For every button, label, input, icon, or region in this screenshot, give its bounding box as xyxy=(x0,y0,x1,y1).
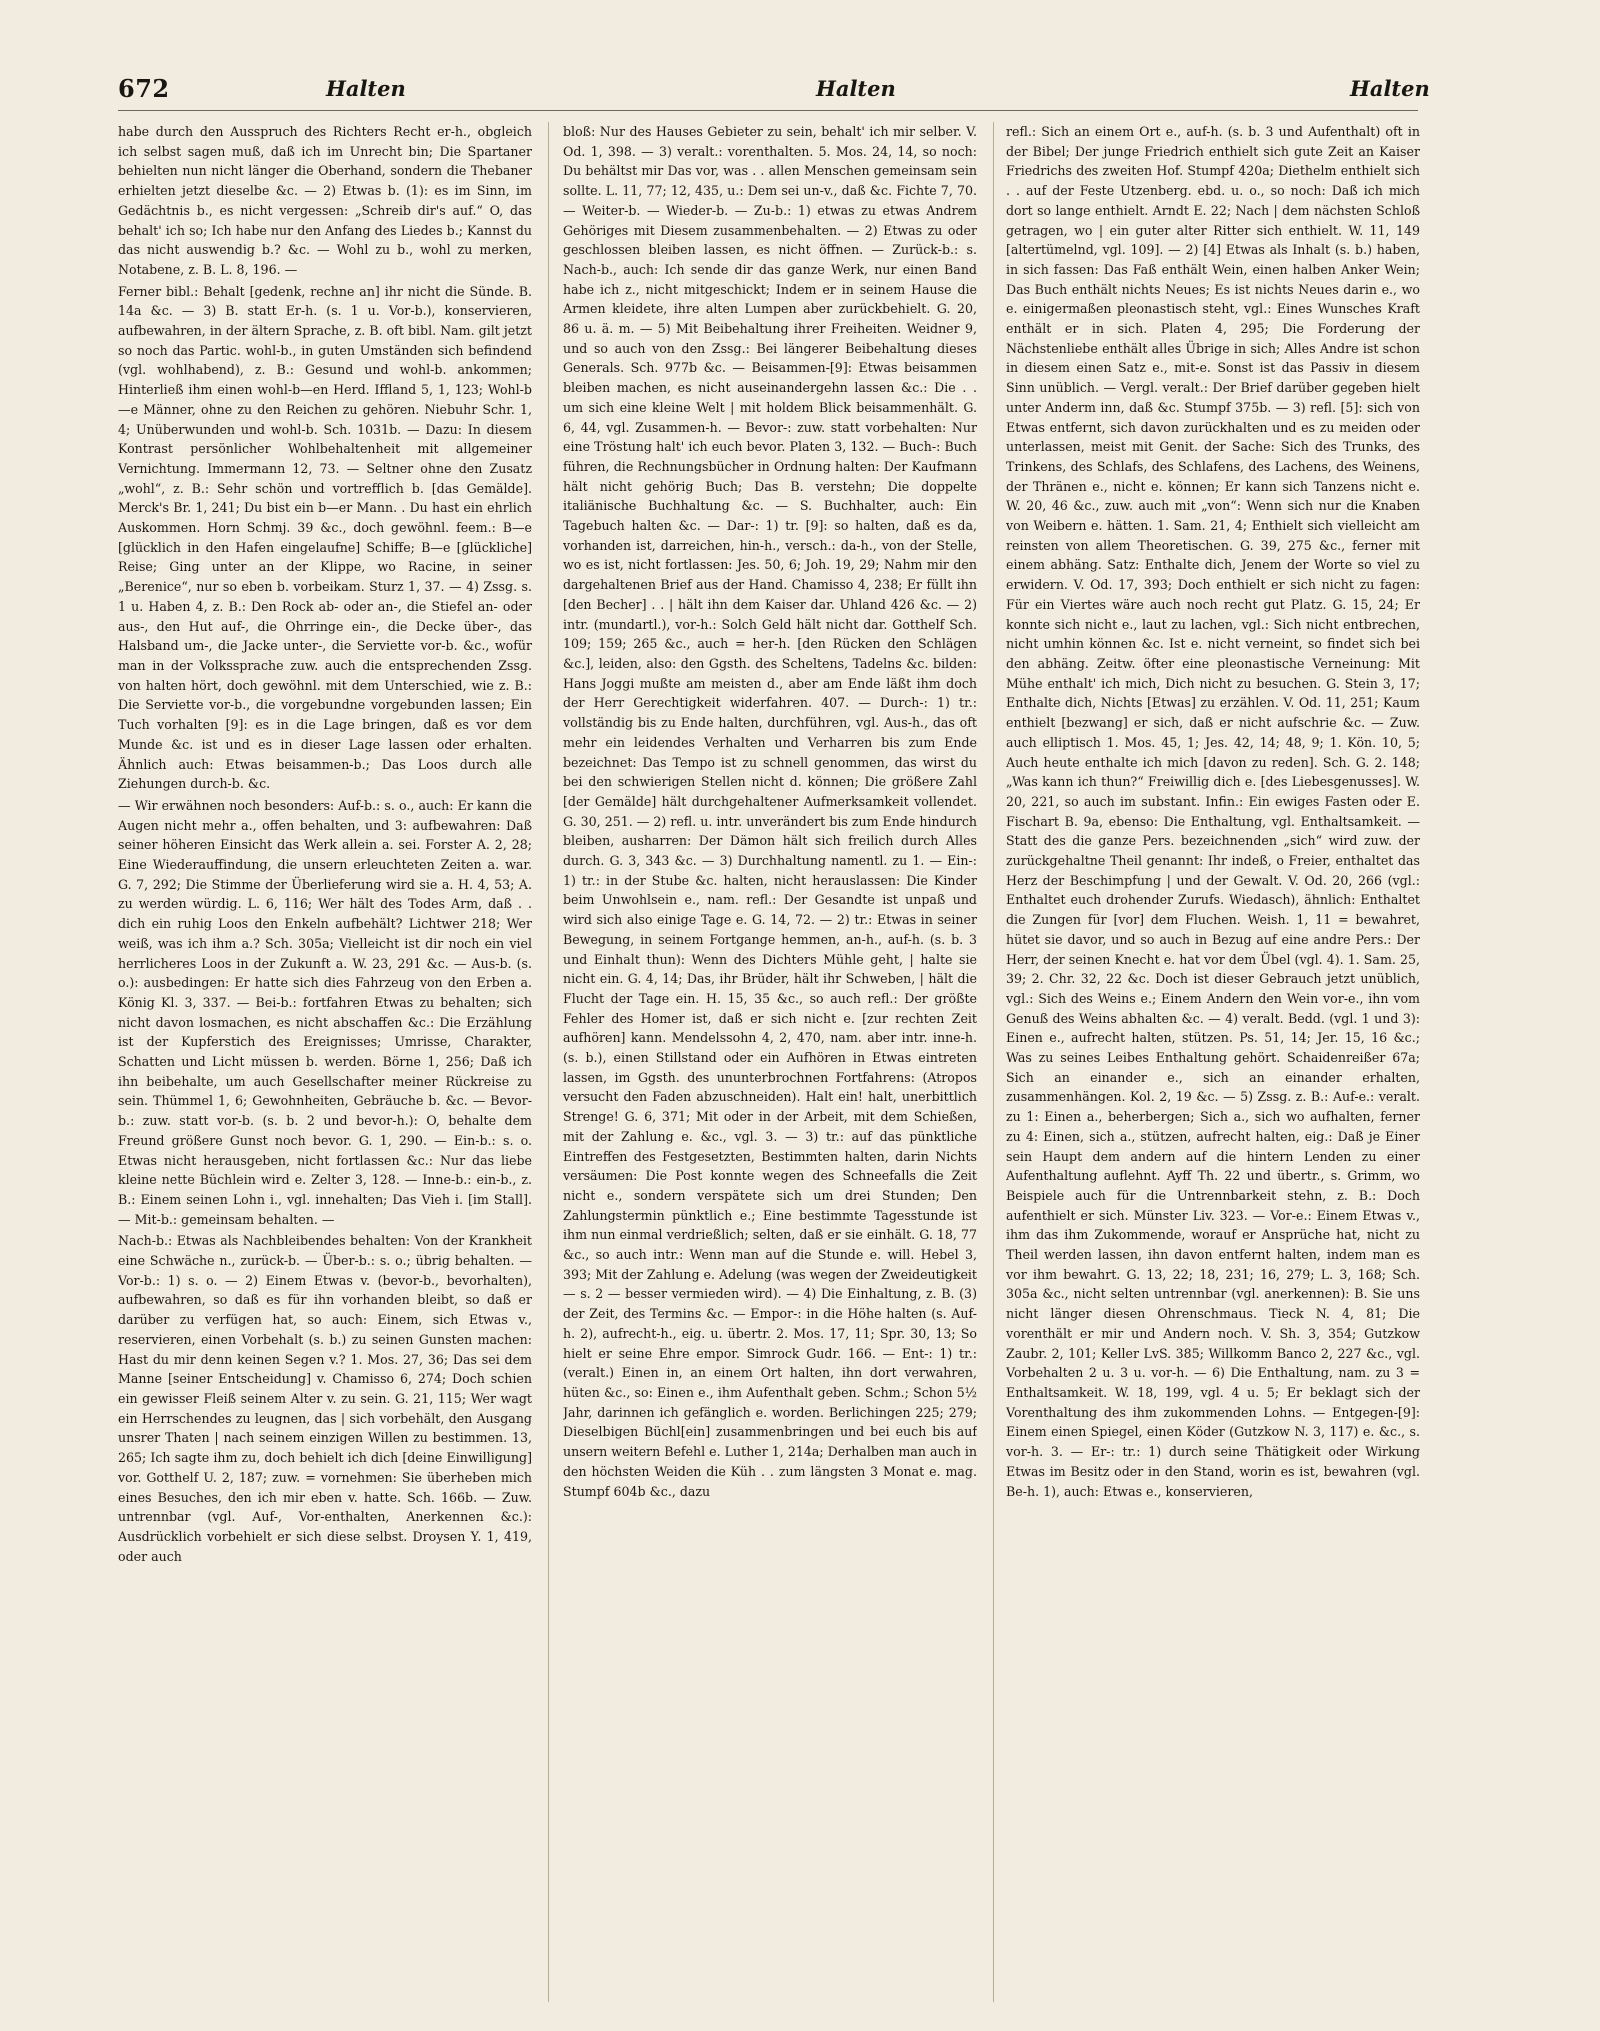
header-rule xyxy=(118,110,1418,111)
running-header xyxy=(118,74,1430,114)
head-word-right: Halten xyxy=(1350,76,1430,101)
paragraph: bloß: Nur des Hauses Gebieter zu sein, behalt' ich mir selber. V. Od. 1, 398. — 3) veralt.: vorenthalten. 5. Mos. 24, 14, so noch: Du behältst mir Das vor, was . . allen Menschen gemeinsam sein sollte. L. 11, 77; 12, 435, u.: Dem sei un-v., daß &c. Fichte 7, 70. — Weiter-b. — Wieder-b. — Zu-b.: 1) etwas zu etwas Andrem Gehöriges mit Diesem zusammenbehalten. — 2) Etwas zu oder geschlossen bleiben lassen, es nicht öffnen. — Zurück-b.: s. Nach-b., auch: Ich sende dir das ganze Werk, nur einen Band habe ich z., nicht mitgeschickt; Indem er in seinem Hause die Armen kleidete, ihre alten Lumpen aber zurückbehielt. G. 20, 86 u. ä. m. — 5) Mit Beibehaltung ihrer Freiheiten. Weidner 9, und so auch von den Zssg.: Bei längerer Beibehaltung dieses Generals. Sch. 977b &c. — Beisammen-[9]: Etwas beisammen bleiben machen, es nicht auseinandergehn lassen &c.: Die . . um sich eine kleine Welt | mit holdem Blick beisammenhält. G. 6, 44, vgl. Zusammen-h. — Bevor-: zuw. statt vorbehalten: Nur eine Tröstung halt' ich euch bevor. Platen 3, 132. — Buch-: Buch führen, die Rechnungsbücher in Ordnung halten: Der Kaufmann hält nicht gehörig Buch; Das B. verstehn; Die doppelte italiänische Buchhaltung &c. — S. Buchhalter, auch: Ein Tagebuch halten &c. — Dar-: 1) tr. [9]: so halten, daß es da, vorhanden ist, darreichen, hin-h., versch.: da-h., von der Stelle, wo es ist, nicht fortlassen: Jes. 50, 6; Joh. 19, 29; Nahm mir den dargehaltenen Brief aus der Hand. Chamisso 4, 238; Er füllt ihn [den Becher] . . | hält ihn dem Kaiser dar. Uhland 426 &c. — 2) intr. (mundartl.), vor-h.: Solch Geld hält nicht dar. Gotthelf Sch. 109; 159; 265 &c., auch = her-h. [den Rücken den Schlägen &c.], leiden, also: den Ggsth. des Scheltens, Tadelns &c. bilden: Hans Joggi mußte am meisten d., aber am Ende läßt ihm doch der Herr Gerechtigkeit widerfahren. 407. — Durch-: 1) tr.: vollständig bis zu Ende halten, durchführen, vgl. Aus-h., das oft mehr ein leidendes Verhalten und Verharren bis zum Ende bezeichnet: Das Tempo ist zu schnell genommen, das wirst du bei den schwierigen Stellen nicht d. können; Die größere Zahl [der Gemälde] hält durchgehaltener Aufmerksamkeit vollendet. G. 30, 251. — 2) refl. u. intr. unverändert bis zum Ende hindurch bleiben, ausharren: Der Dämon hält sich freilich durch Alles durch. G. 3, 343 &c. — 3) Durchhaltung namentl. zu 1. — Ein-: 1) tr.: in der Stube &c. halten, nicht herauslassen: Die Kinder beim Unwohlsein e., nam. refl.: Der Gesandte ist unpaß und wird sich also einige Tage e. G. 14, 72. — 2) tr.: Etwas in seiner Bewegung, in seinem Fortgange hemmen, an-h., auf-h. (s. b. 3 und Einhalt thun): Wenn des Dichters Mühle geht, | halte sie nicht ein. G. 4, 14; Das, ihr Brüder, hält ihr Schweben, | hält die Flucht der Tage ein. H. 15, 35 &c., so auch refl.: Der größte Fehler des Homer ist, daß er sich nicht e. [zur rechten Zeit aufhören] kann. Mendelssohn 4, 2, 470, nam. aber intr. inne-h. (s. b.), einen Stillstand oder ein Aufhören in Etwas eintreten lassen, im Ggsth. des ununterbrochnen Fortfahrens: (Atropos versucht den Faden abzuschneiden). Halt ein! halt, unerbittlich Strenge! G. 6, 371; Mit oder in der Arbeit, mit dem Schießen, mit der Zahlung e. &c., vgl. 3. — 3) tr.: auf das pünktliche Eintreffen des Festgesetzten, Bestimmten halten, darin Nichts versäumen: Die Post konnte wegen des Schneefalls die Zeit nicht e., sondern verspätete sich um drei Stunden; Den Zahlungstermin pünktlich e.; Eine bestimmte Tagesstunde ist ihm nun einmal verdrießlich; selten, daß er sie einhält. G. 18, 77 &c., so auch intr.: Wenn man auf die Stunde e. will. Hebel 3, 393; Mit der Zahlung e. Adelung (was wegen der Zweideutigkeit — s. 2 — besser vermieden wird). — 4) Die Einhaltung, z. B. (3) der Zeit, des Termins &c. — Empor-: in die Höhe halten (s. Auf-h. 2), aufrecht-h., eig. u. übertr. 2. Mos. 17, 11; Spr. 30, 13; So hielt er seine Ehre empor. Simrock Gudr. 166. — Ent-: 1) tr.: (veralt.) Einen in, an einem Ort halten, ihn dort verwahren, hüten &c., so: Einen e., ihm Aufenthalt geben. Schm.; Schon 5½ Jahr, darinnen ich gefänglich e. worden. Berlichingen 225; 279; Dieselbigen Büchl[ein] zusammenbringen und bei euch bis auf unsern weitern Befehl e. Luther 1, 214a; Derhalben man auch in den höchsten Weiden die Küh . . zum längsten 3 Monat e. mag. Stumpf 604b &c., dazu xyxy=(563,124,977,1499)
text-columns xyxy=(118,122,1418,2002)
paragraph: — Wir erwähnen noch besonders: Auf-b.: s. o., auch: Er kann die Augen nicht mehr a., offen behalten, und 3: aufbewahren: Daß seiner höheren Einsicht das Werk allein a. sei. Forster A. 2, 28; Eine Wiederauffindung, die unsern erleuchteten Zeiten a. war. G. 7, 292; Die Stimme der Überlieferung wird sie a. H. 4, 53; A. zu werden würdig. L. 6, 116; Wer hält des Todes Arm, daß . . dich ein ruhig Loos den Enkeln aufbehält? Lichtwer 218; Wer weiß, was ich ihm a.? Sch. 305a; Vielleicht ist dir noch ein viel herrlicheres Loos in der Zukunft a. W. 23, 291 &c. — Aus-b. (s. o.): ausbedingen: Er hatte sich dies Fahrzeug von den Erben a. König Kl. 3, 337. — Bei-b.: fortfahren Etwas zu behalten; sich nicht davon losmachen, es nicht abschaffen &c.: Die Erzählung ist der Kupferstich des Ereignisses; Umrisse, Charakter, Schatten und Licht müssen b. werden. Börne 1, 256; Daß ich ihn beibehalte, um auch Gesellschafter meiner Rückreise zu sein. Thümmel 1, 6; Gewohnheiten, Gebräuche b. &c. — Bevor-b.: zuw. statt vor-b. (s. b. 2 und bevor-h.): O, behalte dem Freund größere Gunst noch bevor. G. 1, 290. — Ein-b.: s. o. Etwas nicht herausgeben, nicht fortlassen &c.: Nur das liebe kleine nette Büchlein wird e. Zelter 3, 128. — Inne-b.: ein-b., z. B.: Einem seinen Lohn i., vgl. innehalten; Das Vieh i. [im Stall]. — Mit-b.: gemeinsam behalten. — xyxy=(118,797,532,1227)
column-left xyxy=(118,122,532,2002)
column-right xyxy=(1006,122,1420,2002)
paragraph: Ferner bibl.: Behalt [gedenk, rechne an] ihr nicht die Sünde. B. 14a &c. — 3) B. statt Er-h. (s. 1 u. Vor-b.), konservieren, aufbewahren, in der ältern Sprache, z. B. oft bibl. Nam. gilt jetzt so noch das Partic. wohl-b., in guten Umständen sich befindend (vgl. wohlhabend), z. B.: Gesund und wohl-b. ankommen; Hinterließ ihm einen wohl-b—en Herd. Iffland 5, 1, 123; Wohl-b—e Männer, ohne zu den Reichen zu gehören. Niebuhr Schr. 1, 4; Unüberwunden und wohl-b. Sch. 1031b. — Dazu: In diesem Kontrast persönlicher Wohlbehaltenheit mit allgemeiner Vernichtung. Immermann 12, 73. — Seltner ohne den Zusatz „wohl“, z. B.: Sehr schön und vortrefflich b. [das Gemälde]. Merck's Br. 1, 241; Du bist ein b—er Mann. . Du hast ein ehrlich Auskommen. Horn Schmj. 39 &c., doch gewöhnl. feem.: B—e [glücklich in den Hafen eingelaufne] Schiffe; B—e [glückliche] Reise; Ging unter an der Klippe, wo Racine, in seiner „Berenice“, nur so eben b. vorbeikam. Sturz 1, 37. — 4) Zssg. s. 1 u. Haben 4, z. B.: Den Rock ab- oder an-, die Stiefel an- oder aus-, den Hut auf-, die Ohrringe ein-, die Decke über-, das Halsband um-, die Jacke unter-, die Serviette vor-b. &c., wofür man in der Volkssprache zuw. auch die entsprechenden Zssg. von halten hört, doch gewöhnl. mit dem Unterschied, wie z. B.: Die Serviette vor-b., die vorgebundne vorgebunden lassen; Ein Tuch vorhalten [9]: es in die Lage bringen, daß es vor dem Munde &c. ist und es in dieser Lage lassen oder erhalten. Ähnlich auch: Etwas beisammen-b.; Das Loos durch alle Ziehungen durch-b. &c. xyxy=(118,283,532,792)
page-number: 672 xyxy=(118,74,170,103)
column-middle xyxy=(563,122,977,2002)
paragraph: refl.: Sich an einem Ort e., auf-h. (s. b. 3 und Aufenthalt) oft in der Bibel; Der junge Friedrich enthielt sich gute Zeit an Kaiser Friedrichs des zweiten Hof. Stumpf 420a; Diethelm enthielt sich . . auf der Feste Utzenberg. ebd. u. o., so noch: Daß ich mich dort so lange enthielt. Arndt E. 22; Nach | dem nächsten Schloß getragen, wo | ein guter alter Ritter sich enthielt. W. 11, 149 [altertümelnd, vgl. 109]. — 2) [4] Etwas als Inhalt (s. b.) haben, in sich fassen: Das Faß enthält Wein, einen halben Anker Wein; Das Buch enthält nichts Neues; Es ist nichts Neues darin e., wo e. einigermaßen pleonastisch steht, vgl.: Eines Wunsches Kraft enthält er in sich. Platen 4, 295; Die Forderung der Nächstenliebe enthält alles Übrige in sich; Alles Andre ist schon in diesem einen Satz e., mit-e. Sonst ist das Passiv in diesem Sinn unüblich. — Vergl. veralt.: Der Brief darüber gegeben hielt unter Anderm inn, daß &c. Stumpf 375b. — 3) refl. [5]: sich von Etwas entfernt, sich davon zurückhalten und es zu meiden oder unterlassen, meist mit Genit. der Sache: Sich des Trunks, des Trinkens, des Schlafs, des Schlafens, des Lachens, des Weinens, der Thränen e., nicht e. können; Er kann sich Tanzens nicht e. W. 20, 46 &c., zuw. auch mit „von“: Wenn sich nur die Knaben von Weibern e. hätten. 1. Sam. 21, 4; Enthielt sich vielleicht am reinsten von allem Theoretischen. G. 39, 275 &c., ferner mit einem abhäng. Satz: Enthalte dich, Jenem der Worte so viel zu erwidern. V. Od. 17, 393; Doch enthielt er sich nicht zu fagen: Für ein Viertes wäre auch noch recht gut Platz. G. 15, 24; Er konnte sich nicht e., laut zu lachen, vgl.: Sich nicht entbrechen, nicht umhin können &c. Ist e. nicht verneint, so findet sich bei den abhäng. Zeitw. öfter eine pleonastische Verneinung: Mit Mühe enthalt' ich mich, Dich nicht zu besuchen. G. Stein 3, 17; Enthalte dich, Nichts [Etwas] zu erzählen. V. Od. 11, 251; Kaum enthielt [bezwang] er sich, daß er nicht aufschrie &c. — Zuw. auch elliptisch 1. Mos. 45, 1; Jes. 42, 14; 48, 9; 1. Kön. 10, 5; Auch heute enthalte ich mich [davon zu reden]. Sch. G. 2. 148; „Was kann ich thun?“ Freiwillig dich e. [des Liebesgenusses]. W. 20, 221, so auch im substant. Infin.: Ein ewiges Fasten oder E. Fischart B. 9a, ebenso: Die Enthaltung, vgl. Enthaltsamkeit. — Statt des die ganze Pers. bezeichnenden „sich“ wird zuw. der zurückgehaltne Theil genannt: Ihr indeß, o Freier, enthaltet das Herz der Beschimpfung | und der Gewalt. V. Od. 20, 266 (vgl.: Enthaltet euch drohender Zurufs. Wiedasch), ähnlich: Enthaltet die Zungen für [vor] dem Fluchen. Weish. 1, 11 = bewahret, hütet sie davor, und so auch in Bezug auf eine andre Pers.: Der Herr, der seinen Knecht e. hat vor dem Übel (vgl. 4). 1. Sam. 25, 39; 2. Chr. 32, 22 &c. Doch ist dieser Gebrauch jetzt unüblich, vgl.: Sich des Weins e.; Einem Andern den Wein vor-e., ihn vom Genuß des Weins abhalten &c. — 4) veralt. Bedd. (vgl. 1 und 3): Einen e., aufrecht halten, stützen. Ps. 51, 14; Jer. 15, 16 &c.; Was zu seines Leibes Enthaltung gehört. Schaidenreißer 67a; Sich an einander e., sich an einander erhalten, zusammenhängen. Kol. 2, 19 &c. — 5) Zssg. z. B.: Auf-e.: veralt. zu 1: Einen a., beherbergen; Sich a., sich wo aufhalten, ferner zu 4: Einen, sich a., stützen, aufrecht halten, eig.: Daß je Einer sein Haupt dem andern auf die hintern Lenden zu einer Aufenthaltung auflehnt. Ayff Th. 22 und übertr., s. Grimm, wo Beispiele auch für die Untrennbarkeit stehn, z. B.: Doch aufenthielt er sich. Münster Liv. 323. — Vor-e.: Einem Etwas v., ihm das ihm Zukommende, worauf er Ansprüche hat, nicht zu Theil werden lassen, ihn davon entfernt halten, indem man es vor ihm bewahrt. G. 13, 22; 18, 231; 16, 279; L. 3, 168; Sch. 305a &c., nicht selten untrennbar (vgl. anerkennen): B. Sie uns nicht länger diesen Ohrenschmaus. Tieck N. 4, 81; Die vorenthält er mir und Andern noch. V. Sh. 3, 354; Gutzkow Zaubr. 2, 101; Keller LvS. 385; Willkomm Banco 2, 227 &c., vgl. Vorbehalten 2 u. 3 u. vor-h. — 6) Die Enthaltung, nam. zu 3 = Enthaltsamkeit. W. 18, 199, vgl. 4 u. 5; Er beklagt sich der Vorenthaltung des ihm zukommenden Lohns. — Entgegen-[9]: Einem einen Spiegel, einen Köder (Gutzkow N. 3, 117) e. &c., s. vor-h. 3. — Er-: tr.: 1) durch seine Thätigkeit oder Wirkung Etwas im Besitz oder in den Stand, worin es ist, bewahren (vgl. Be-h. 1), auch: Etwas e., konservieren, xyxy=(1006,124,1420,1499)
head-word-left: Halten xyxy=(326,76,406,101)
paragraph: Nach-b.: Etwas als Nachbleibendes behalten: Von der Krankheit eine Schwäche n., zurück-b. — Über-b.: s. o.; übrig behalten. — Vor-b.: 1) s. o. — 2) Einem Etwas v. (bevor-b., bevorhalten), aufbewahren, so daß es für ihn vorhanden bleibt, so daß er darüber zu verfügen hat, so auch: Einem, sich Etwas v., reservieren, einen Vorbehalt (s. b.) zu seinen Gunsten machen: Hast du mir denn keinen Segen v.? 1. Mos. 27, 36; Das sei dem Manne [seiner Entscheidung] v. Chamisso 6, 274; Doch schien ein gewisser Fleiß seinem Alter v. zu sein. G. 21, 115; Wer wagt ein Herrschendes zu leugnen, das | sich vorbehält, den Ausgang unsrer Thaten | nach seinem einzigen Willen zu bestimmen. 13, 265; Ich sagte ihm zu, doch behielt ich dich [deine Einwilligung] vor. Gotthelf U. 2, 187; zuw. = vornehmen: Sie überheben mich eines Besuches, den ich mir eben v. hatte. Sch. 166b. — Zuw. untrennbar (vgl. Auf-, Vor-enthalten, Anerkennen &c.): Ausdrücklich vorbehielt er sich diese selbst. Droysen Y. 1, 419, oder auch xyxy=(118,1233,532,1564)
head-word-center: Halten xyxy=(816,76,896,101)
paragraph: habe durch den Ausspruch des Richters Recht er-h., obgleich ich selbst sagen muß, daß ich im Unrecht bin; Die Spartaner behielten nun nicht länger die Oberhand, sondern die Thebaner erhielten jetzt dieselbe &c. — 2) Etwas b. (1): es im Sinn, im Gedächtnis b., es nicht vergessen: „Schreib dir's auf.“ O, das behalt' ich so; Ich habe nur den Anfang des Liedes b.; Kannst du das nicht auswendig b.? &c. — Wohl zu b., wohl zu merken, Notabene, z. B. L. 8, 196. — xyxy=(118,124,532,277)
